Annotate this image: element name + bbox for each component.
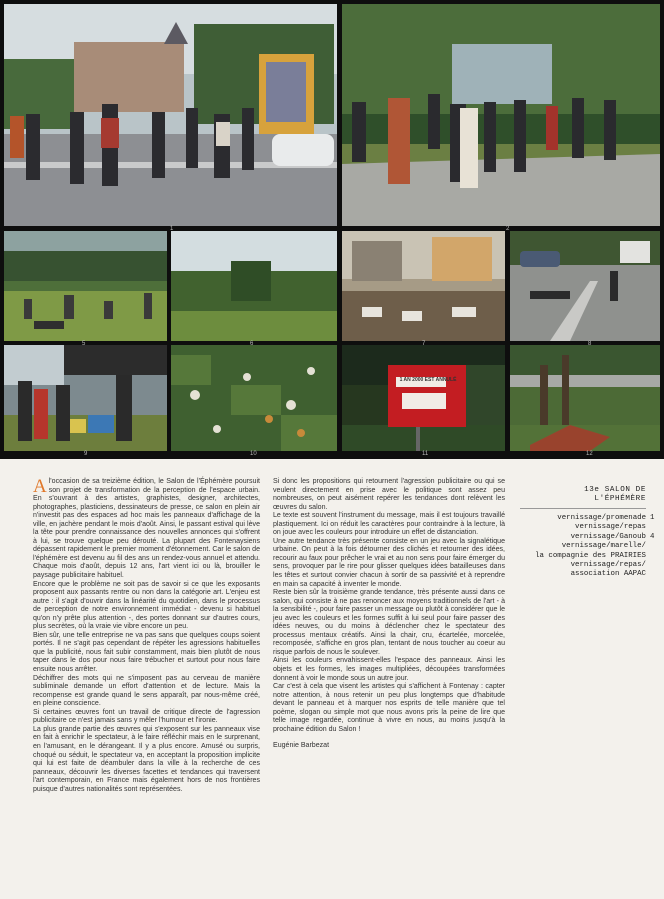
photo-number: 9 [84, 451, 88, 457]
annule-sign-text: 1 AN 2000 EST ANNULÉ [399, 377, 457, 383]
article-paragraph: Le texte est souvent l'instrument du message, mais il est toujours travaillé plastiquement. Ici on réduit les caractères pour contraindre à la lecture, là on joue avec les couleurs pour introduire un effet de distanciation. [273, 512, 505, 537]
photo-park-walkers [342, 4, 660, 226]
photo-red-tree [510, 345, 660, 451]
article-paragraph: Si certaines œuvres font un travail de critique directe de l'agression publicitaire ce n'est jamais sans y mêler l'humour et l'ironie. [33, 708, 260, 725]
drop-cap: A [33, 476, 47, 497]
article-paragraph: Déchiffrer des mots qui ne s'imposent pas au cerveau de manière subliminale demande un effort d'attention et de lecture. Mais la recompense est grande quand le sens apparaît, par nous-même créé, en pleine conscience. [33, 674, 260, 708]
article-paragraph: Ainsi les couleurs envahissent-elles l'espace des panneaux. Ainsi les objets et les formes, les images multipliées, découpées transformées donnent à voir le monde sous un autre jour. [273, 657, 505, 682]
caption-item: vernissage/repas [575, 523, 646, 532]
photo-lawn [4, 231, 167, 341]
article-paragraph: Si donc les propositions qui retournent l'agression publicitaire ou qui se veulent directement en prise avec le politique sont assez peu nombreuses, on peut aisément repérer les tendances dont relèvent les œuvres du salon. [273, 478, 505, 511]
article-signature: Eugénie Barbezat [273, 742, 330, 750]
caption-item: association AAPAC [570, 570, 646, 579]
photo-terrace [342, 231, 505, 341]
photo-trees [171, 231, 337, 341]
photo-number: 10 [250, 451, 257, 457]
photo-number: 12 [586, 451, 593, 457]
article-paragraph: La plus grande partie des œuvres qui s'exposent sur les panneaux vise en fait à enrichir le spectateur, à le faire réfléchir mais en le surprenant, en l'amusant, en le dérangeant. Il y a plus encore. Amusé ou surpris, choqué ou séduit, le spectateur va, en acceptant la proposition implicite qui lui est faite de déambuler dans la ville à la recherche de ces panneaux, découvrir les diverses facettes et tendances qui traversent l'art contemporain, en France mais également hors de nos frontières puisque d'autres nationalités sont représentées. [33, 725, 260, 793]
photo-market-stand [4, 345, 167, 451]
photo-street-crossing [4, 4, 337, 226]
photo-number: 2 [506, 226, 510, 232]
photo-number: 6 [250, 341, 254, 347]
caption-item: vernissage/Ganoub 4 [570, 532, 655, 541]
article-paragraph: Reste bien sûr la troisième grande tendance, très présente aussi dans ce salon, qui consiste à ne pas renoncer aux moyens traditionnels de l'art - à la sensibilité -, pour faire passer un message ou plutôt à considérer que le jeu avec les couleurs et les formes suffit à lui seul pour faire passer des idées neuves, ou du moins à déclencher chez le spectateur des processus mentaux créatifs. Ainsi la chair, cru, écartelée, morcelée, recomposée, s'affiche en gros plan, tentant de nous toucher au coeur au risque parfois de nous le soulever. [273, 589, 505, 656]
photo-number: 5 [82, 341, 86, 347]
photo-number: 11 [422, 451, 429, 457]
photo-number: 1 [170, 226, 174, 232]
caption-item: vernissage/promenade 1 [557, 514, 655, 522]
sidebar-title: 13e SALON DE L'ÉPHÉMÈRE [584, 486, 646, 503]
article-paragraph: Une autre tendance très présente consiste en un jeu avec la signalétique urbaine. On peut à la fois détourner des clichés et retourner des idées, recourir au faux pour prêcher le vrai et au non sens pour faire émerger du sens, provoquer par le rire pour glisser quelques idées batailleuses dans les têtes et surtout convier chacun à sortir de sa passivité et à reprendre en main sa capacité à inventer le monde. [273, 537, 505, 588]
article-paragraph: Al'occasion de sa treizième édition, le Salon de l'Éphémère poursuit son projet de transformation de la perception de l'espace urbain. En s'ouvrant à des artistes, graphistes, designer, architectes, photographes, plasticiens, dessinateurs de presse, ce salon en plein air n'investit pas des espaces ad hoc mais les panneaux d'affichage de la ville, en jachère pendant le mois d'août. Ainsi, le passant estival qui lève la tête pour prendre connaissance des nouvelles annonces qui s'offrent à lui, se trouve quelque peu dérouté. La plupart des Fontenaysiens dépassent rapidement le premier moment d'étonnement. Car le salon de l'éphémère est devenu au fil des ans un rendez-vous annuel et attendu. Chaque mois d'août, depuis 12 ans, l'art vient ici ou là, brouiller le paysage publicitaire habituel. [33, 476, 260, 580]
photo-cancelled-sign [342, 345, 505, 451]
photo-captions-sidebar [510, 486, 660, 580]
caption-item: vernissage/repas/ [570, 560, 646, 569]
photo-number: 8 [588, 341, 592, 347]
photo-number: 7 [422, 341, 426, 347]
photo-street-drawing [510, 231, 660, 341]
caption-item: la compagnie des PRAIRIES [535, 551, 646, 560]
article-column-left [33, 478, 260, 794]
caption-item: vernissage/marelle/ [561, 542, 646, 551]
article-paragraph: Encore que le problème ne soit pas de savoir si ce que les exposants proposent aux passants rentre ou non dans la catégorie art. L'enjeu est autre : il s'agit d'ouvrir dans la linéarité du quotidien, dans le processus de perception de notre environnement immédiat - devenu si habituel qu'on n'y prête plus attention -, des portes donnant sur d'autres cours, plus secrètes, où la vraie vie vibre encore un peu. [33, 580, 260, 631]
photo-flowers [171, 345, 337, 451]
article-paragraph: Car c'est à cela que visent les artistes qui s'affichent à Fontenay : capter notre attention, à nous retenir un peu plus longtemps que d'habitude devant le panneau et à marquer nos esprits de telle manière que tel poème, slogan ou simple mot que nous avons pris la peine de lire que telle image regardée, continue à vivre en nous, au moins jusqu'à la prochaine édition du Salon ! [273, 683, 505, 733]
article-column-middle [273, 478, 505, 751]
article-paragraph: Bien sûr, une telle entreprise ne va pas sans que quelques coups soient portés. Il ne s'agit pas cependant de répéter les agressions habituelles que la publicité, nous fait subir constamment, mais bien plutôt de nous taper dans le dos pour nous faire trébucher et surtout pour nous faire ensuite nous arrêter. [33, 631, 260, 674]
divider [520, 508, 646, 509]
